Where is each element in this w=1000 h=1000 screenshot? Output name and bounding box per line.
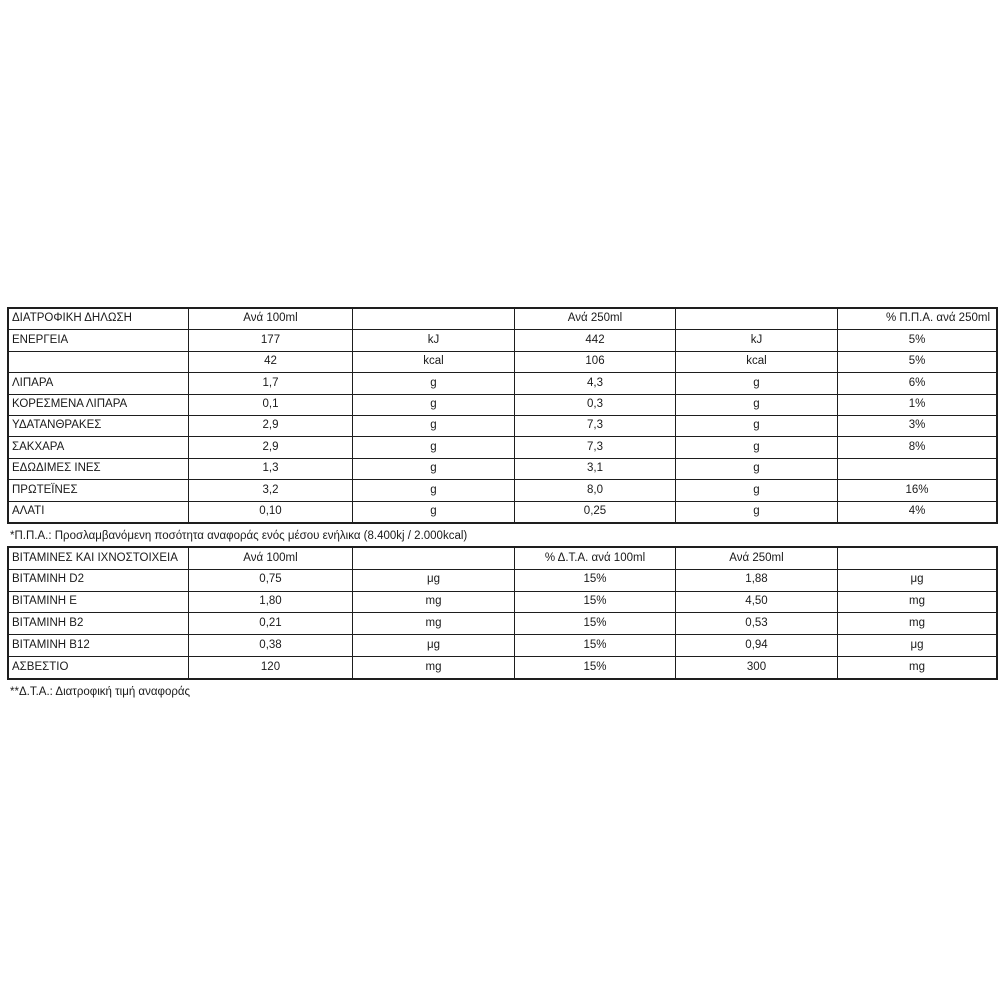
table-cell-3: 442 [515,330,676,351]
table-cell-3: 106 [515,351,676,372]
table-cell-0: ΣΑΚΧΑΡΑ [9,437,189,458]
vitamins-footnote: **Δ.Τ.Α.: Διατροφική τιμή αναφοράς [10,686,191,698]
header-cell-0: ΒΙΤΑΜΙΝΕΣ ΚΑΙ ΙΧΝΟΣΤΟΙΧΕΙΑ [9,548,189,570]
table-cell-5: 6% [838,373,997,394]
table-cell-4: 1,88 [676,569,838,591]
table-cell-4: g [676,501,838,522]
table-cell-2: g [353,373,515,394]
table-cell-0: ΑΛΑΤΙ [9,501,189,522]
table-cell-4: kJ [676,330,838,351]
table-row [9,480,997,501]
table-row [9,591,997,613]
table-cell-5: 3% [838,415,997,436]
header-cell-3: % Δ.Τ.Α. ανά 100ml [515,548,676,570]
table-cell-1: 3,2 [189,480,353,501]
table-cell-1: 0,1 [189,394,353,415]
table-cell-3: 15% [515,635,676,657]
table-cell-2: mg [353,591,515,613]
table-cell-0: ΚΟΡΕΣΜΕΝΑ ΛΙΠΑΡΑ [9,394,189,415]
table-cell-0: ΒΙΤΑΜΙΝΗ D2 [9,569,189,591]
table-cell-3: 15% [515,613,676,635]
table-cell-3: 3,1 [515,458,676,479]
header-cell-3: Ανά 250ml [515,309,676,330]
table-cell-2: mg [353,613,515,635]
table-cell-5: mg [838,656,997,678]
table-cell-1: 1,3 [189,458,353,479]
table-cell-3: 15% [515,591,676,613]
table-cell-0: ΒΙΤΑΜΙΝΗ Β12 [9,635,189,657]
header-cell-4: Ανά 250ml [676,548,838,570]
table-row [9,373,997,394]
table-cell-5: 4% [838,501,997,522]
table-cell-1: 0,75 [189,569,353,591]
table-cell-4: g [676,458,838,479]
table-cell-1: 120 [189,656,353,678]
table-cell-3: 7,3 [515,415,676,436]
header-cell-5: % Π.Π.Α. ανά 250ml [838,309,997,330]
table-cell-3: 15% [515,569,676,591]
table-row [9,458,997,479]
table-row [9,501,997,522]
table-cell-0: ΒΙΤΑΜΙΝΗ Ε [9,591,189,613]
table-cell-0: ΠΡΩΤΕΪΝΕΣ [9,480,189,501]
table-cell-2: g [353,394,515,415]
table-cell-4: 300 [676,656,838,678]
table-cell-4: g [676,373,838,394]
nutrition-footnote: *Π.Π.Α.: Προσλαμβανόμενη ποσότητα αναφοράς ενός μέσου ενήλικα (8.400kj / 2.000kcal) [10,530,468,542]
table-cell-0: ΥΔΑΤΑΝΘΡΑΚΕΣ [9,415,189,436]
table-cell-0: ΛΙΠΑΡΑ [9,373,189,394]
table-cell-4: g [676,415,838,436]
table-cell-5: mg [838,591,997,613]
table-cell-2: μg [353,569,515,591]
header-cell-2 [353,309,515,330]
table-cell-5: μg [838,569,997,591]
table-cell-2: kcal [353,351,515,372]
table-header-row [9,309,997,330]
table-cell-2: g [353,501,515,522]
header-cell-2 [353,548,515,570]
table-cell-1: 0,10 [189,501,353,522]
table-cell-4: 0,53 [676,613,838,635]
vitamins-table [8,547,997,679]
table-cell-0 [9,351,189,372]
table-row [9,569,997,591]
table-row [9,437,997,458]
table-cell-0: ΒΙΤΑΜΙΝΗ Β2 [9,613,189,635]
table-cell-5: 1% [838,394,997,415]
table-cell-2: g [353,437,515,458]
table-cell-0: ΕΔΩΔΙΜΕΣ ΙΝΕΣ [9,458,189,479]
table-row [9,351,997,372]
table-cell-1: 1,80 [189,591,353,613]
header-cell-4 [676,309,838,330]
table-cell-0: ΕΝΕΡΓΕΙΑ [9,330,189,351]
table-cell-5: μg [838,635,997,657]
table-cell-3: 7,3 [515,437,676,458]
table-cell-5: 8% [838,437,997,458]
table-cell-2: mg [353,656,515,678]
table-row [9,330,997,351]
table-cell-4: 4,50 [676,591,838,613]
table-cell-1: 42 [189,351,353,372]
table-cell-1: 2,9 [189,437,353,458]
table-cell-5 [838,458,997,479]
table-cell-1: 0,38 [189,635,353,657]
table-cell-2: g [353,415,515,436]
table-row [9,613,997,635]
table-cell-1: 2,9 [189,415,353,436]
table-row [9,656,997,678]
table-row [9,415,997,436]
header-cell-5 [838,548,997,570]
table-cell-3: 0,3 [515,394,676,415]
table-cell-3: 8,0 [515,480,676,501]
table-cell-3: 4,3 [515,373,676,394]
table-cell-5: 5% [838,351,997,372]
table-cell-5: 16% [838,480,997,501]
header-cell-1: Ανά 100ml [189,309,353,330]
header-cell-1: Ανά 100ml [189,548,353,570]
table-cell-4: g [676,394,838,415]
table-cell-4: g [676,480,838,501]
table-cell-5: 5% [838,330,997,351]
table-cell-1: 177 [189,330,353,351]
table-row [9,394,997,415]
table-cell-1: 1,7 [189,373,353,394]
table-cell-4: g [676,437,838,458]
table-cell-3: 15% [515,656,676,678]
table-cell-2: μg [353,635,515,657]
table-cell-2: kJ [353,330,515,351]
table-cell-0: ΑΣΒΕΣΤΙΟ [9,656,189,678]
table-cell-4: 0,94 [676,635,838,657]
table-cell-2: g [353,480,515,501]
table-header-row [9,548,997,570]
table-cell-5: mg [838,613,997,635]
table-cell-1: 0,21 [189,613,353,635]
nutrition-table [8,308,997,523]
header-cell-0: ΔΙΑΤΡΟΦΙΚΗ ΔΗΛΩΣΗ [9,309,189,330]
table-cell-4: kcal [676,351,838,372]
table-cell-2: g [353,458,515,479]
table-row [9,635,997,657]
table-cell-3: 0,25 [515,501,676,522]
